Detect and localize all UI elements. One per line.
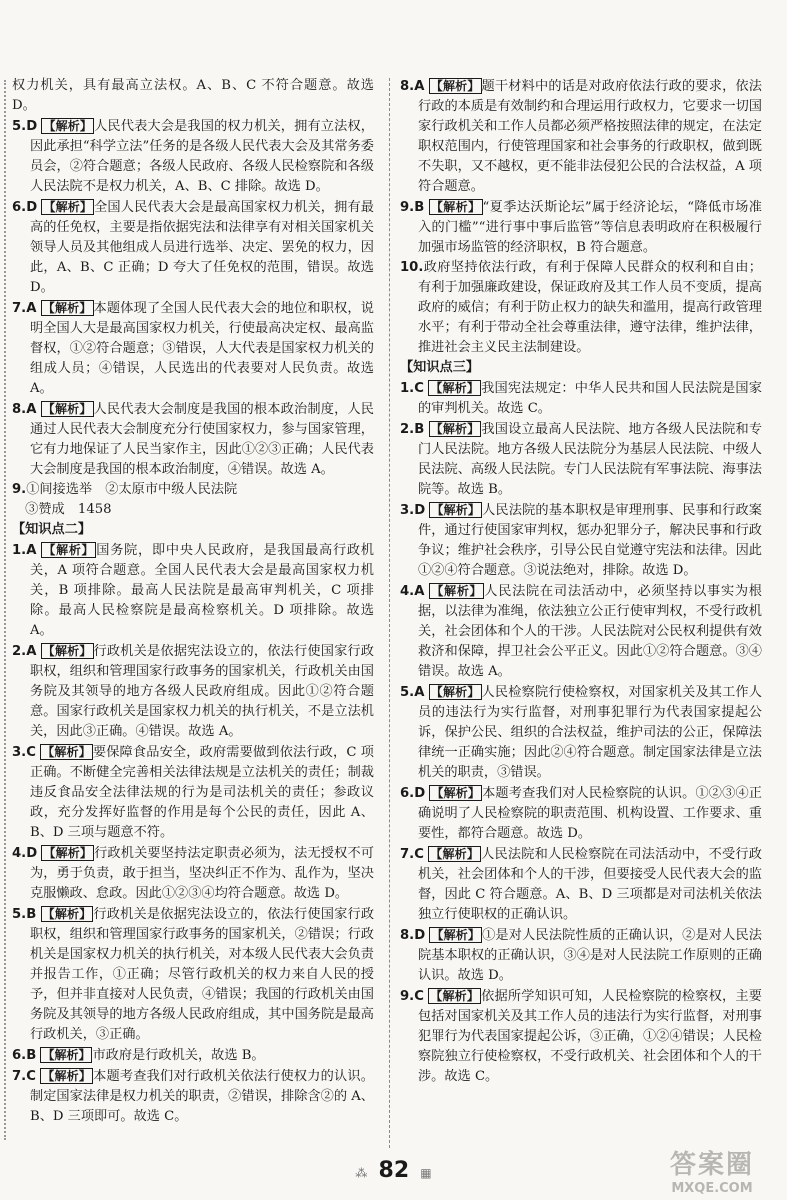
page-number: 82 [378, 1158, 410, 1183]
question-number: 1. [12, 543, 27, 558]
answer-choice: B [414, 200, 425, 215]
analysis-tag: 【解析】 [43, 846, 93, 860]
question-number: 2. [400, 422, 415, 437]
analysis-tag: 【解析】 [430, 79, 480, 93]
answer-choice: A [414, 79, 425, 94]
watermark-url: MXQE.COM [671, 1181, 753, 1196]
answer-choice: B [26, 1048, 37, 1063]
answer-choice: C [414, 381, 424, 396]
answer-item [12, 298, 374, 399]
analysis-tag: 【解析】 [42, 644, 92, 658]
analysis-tag: 【解析】 [431, 503, 481, 517]
question-number: 7. [12, 301, 27, 316]
question-number: 9. [12, 482, 27, 497]
explanation-text: 行政机关是依据宪法设立的，依法行使国家行政职权，组织和管理国家行政事务的国家机关，②错误；行政机关是国家权力机关的执行机关，对本级人民代表大会负责并报告工作，①正确；尽管行政机关的权力来自人民的授予，但并非直接对人民负责，④错误；我国的行政机关由国务院及其领导的地方各级人民政府组成，其中国务院是最高行政机关，③正确。 [30, 907, 375, 1042]
analysis-tag: 【解析】 [430, 381, 480, 395]
analysis-tag: 【解析】 [42, 1069, 92, 1083]
explanation-text: 全国人民代表大会是最高国家权力机关，拥有最高的任免权，主要是指依据宪法和法律享有对相关国家机关领导人员及其他组成人员进行选举、决定、罢免的权力，因此，A、B、C 正确；D 夸大了任免权的范围，错误。故选 D。 [30, 200, 374, 295]
answer-item [400, 76, 762, 197]
question-number: 3. [400, 503, 415, 518]
analysis-tag: 【解析】 [431, 584, 483, 598]
explanation-text: 要保障食品安全，政府需要做到依法行政，C 项正确。不断健全完善相关法律法规是立法机关的责任；制裁违反食品安全法律法规的行为是司法机关的责任；参政议政，充分发挥好监督的作用是每个公民的责任，因此 A、B、D 三项与题意不符。 [30, 745, 374, 840]
question-number: 8. [400, 928, 415, 943]
explanation-text: 人民代表大会制度是我国的根本政治制度，人民通过人民代表大会制度充分行使国家权力，参与国家管理，它有力地保证了人民当家作主，因此①②③正确；人民代表大会制度是我国的根本政治制度，④错误。故选 A。 [30, 402, 374, 477]
answer-item [12, 641, 374, 742]
question-number: 4. [12, 846, 27, 861]
footer-ornament-right: ▦ [420, 1166, 432, 1180]
answer-item [400, 682, 762, 783]
answer-choice: A [26, 402, 37, 417]
analysis-tag: 【解析】 [431, 928, 481, 942]
analysis-tag: 【解析】 [42, 1048, 91, 1062]
question-number: 7. [12, 1069, 27, 1084]
answer-choice: A [26, 644, 37, 659]
explanation-text: 行政机关要坚持法定职责必须为，法无授权不可为，勇于负责，敢于担当，坚决纠正不作为、乱作为，坚决克服懒政、怠政。因此①②③④均符合题意。故选 D。 [30, 846, 374, 901]
explanation-text: ③赞成 1458 [12, 502, 112, 517]
answer-choice: C [414, 847, 424, 862]
question-number: 1. [400, 381, 415, 396]
answer-choice: D [414, 786, 426, 801]
analysis-tag: 【解析】 [430, 685, 480, 699]
answer-choice: B [26, 907, 37, 922]
explanation-text: 题干材料中的话是对政府依法行政的要求，依法行政的本质是有效制约和合理运用行政权力，它要求一切国家行政机关和工作人员都必须严格按照法律的规定，在法定职权范围内，行使管理国家和社会事务的行政职权，做到既不失职，又不越权，更不能非法侵犯公民的合法权益，A 项符合题意。 [418, 79, 762, 194]
analysis-tag: 【解析】 [431, 786, 481, 800]
answer-choice: D [26, 200, 38, 215]
question-number: 3. [12, 745, 27, 760]
answer-choice: A [26, 543, 37, 558]
analysis-tag: 【解析】 [42, 745, 91, 759]
explanation-text: 人民检察院行使检察权，对国家机关及其工作人员的违法行为实行监督，对刑事犯罪行为代表国家提起公诉，保护公民、组织的合法权益，维护司法的公正，保障法律统一正确实施；因此②④符合题意。制定国家法律是立法机关的职责，③错误。 [418, 685, 762, 780]
analysis-tag: 【解析】 [43, 543, 95, 557]
explanation-text: 行政机关是依据宪法设立的，依法行使国家行政职权，组织和管理国家行政事务的国家机关，行政机关由国务院及其领导的地方各级人民政府组成。因此①②符合题意。国家行政机关是国家权力机关的执行机关，不是立法机关，因此③正确。④错误。故选 A。 [30, 644, 374, 739]
analysis-tag: 【解析】 [42, 907, 92, 921]
explanation-text: 市政府是行政机关，故选 B。 [92, 1048, 265, 1063]
explanation-text: ①是对人民法院性质的正确认识，②是对人民法院基本职权的正确认识，③④是对人民法院工作原则的正确认识。故选 D。 [418, 928, 762, 983]
analysis-tag: 【解析】 [430, 422, 480, 436]
explanation-text: 依据所学知识可知，人民检察院的检察权，主要包括对国家机关及其工作人员的违法行为实行监督，对刑事犯罪行为代表国家提起公诉，③正确，①②④错误；人民检察院独立行使检察权，不受行政机关、社会团体和个人的干涉。故选 C。 [418, 989, 762, 1084]
analysis-tag: 【解析】 [43, 200, 93, 214]
right-column [400, 76, 762, 1087]
analysis-tag: 【解析】 [42, 301, 92, 315]
explanation-text: 政府坚持依法行政，有利于保障人民群众的权利和自由；有利于加强廉政建设，保证政府及其工作人员不变质，提高政府的威信；有利于防止权力的缺失和滥用，提高行政管理水平；有利于带动全社会尊重法律，遵守法律，维护法律，推进社会主义民主法制建设。 [418, 260, 762, 355]
answer-item [12, 742, 374, 843]
explanation-text: 权力机关，具有最高立法权。A、B、C 不符合题意。故选 D。 [12, 78, 374, 113]
left-column [12, 76, 374, 1127]
answer-item [400, 581, 762, 682]
question-number: 4. [400, 584, 415, 599]
analysis-tag: 【解析】 [430, 847, 480, 861]
answer-item [12, 1066, 374, 1127]
question-number: 9. [400, 989, 415, 1004]
explanation-text: 人民代表大会是我国的权力机关，拥有立法权，因此承担“科学立法”任务的是各级人民代表大会及其常务委员会，②符合题意；各级人民政府、各级人民检察院和各级人民法院不是权力机关，A、B、C 排除。故选 D。 [30, 119, 374, 194]
question-number: 8. [400, 79, 415, 94]
question-number: 6. [12, 1048, 27, 1063]
answer-item [400, 783, 762, 844]
question-number: 7. [400, 847, 415, 862]
analysis-tag: 【解析】 [43, 119, 93, 133]
explanation-text: 人民法院的基本职权是审理刑事、民事和行政案件，通过行使国家审判权，惩办犯罪分子，解决民事和行政争议；维护社会秩序，引导公民自觉遵守宪法和法律。因此①②④符合题意。③说法绝对，排除。故选 D。 [418, 503, 762, 578]
answer-item [400, 986, 762, 1087]
answer-item [12, 480, 374, 500]
explanation-text: 本题考查我们对行政机关依法行使权力的认识。制定国家法律是权力机关的职责，②错误，排除含②的 A、B、D 三项即可。故选 C。 [30, 1069, 374, 1124]
answer-item [12, 904, 374, 1045]
section-heading: 【知识点三】 [400, 360, 480, 375]
answer-item [12, 399, 374, 480]
answer-item [400, 925, 762, 986]
question-number: 5. [12, 119, 27, 134]
question-number: 5. [400, 685, 415, 700]
explanation-text: 本题考查我们对人民检察院的认识。①②③④正确说明了人民检察院的职责范围、机构设置、工作要求、重要性，都符合题意。故选 D。 [418, 786, 762, 841]
section-heading: 【知识点二】 [12, 522, 92, 537]
binding-edge-dots [4, 80, 6, 1140]
answer-continuation [12, 76, 374, 116]
answer-item [400, 844, 762, 925]
explanation-text: 我国宪法规定：中华人民共和国人民法院是国家的审判机关。故选 C。 [418, 381, 762, 416]
answer-item [400, 197, 762, 258]
answer-item [12, 540, 374, 641]
answer-choice: D [26, 119, 38, 134]
explanation-text: “夏季达沃斯论坛”属于经济论坛，“降低市场准入的门槛”“进行事中事后监管”等信息表明政府在积极履行加强市场监管的经济职权，B 符合题意。 [418, 200, 762, 255]
explanation-text: 我国设立最高人民法院、地方各级人民法院和专门人民法院。地方各级人民法院分为基层人民法院、中级人民法院、高级人民法院。专门人民法院有军事法院、海事法院等。故选 B。 [418, 422, 763, 497]
explanation-text: 本题体现了全国人民代表大会的地位和职权，说明全国人大是最高国家权力机关，行使最高决定权、最高监督权，①②符合题意；③错误，人大代表是国家权力机关的组成人员；④错误，人民选出的代表要对人民负责。故选 A。 [30, 301, 374, 396]
analysis-tag: 【解析】 [430, 200, 481, 214]
answer-item [400, 500, 762, 581]
answer-choice: D [414, 503, 426, 518]
answer-item [400, 378, 762, 419]
answer-item [400, 419, 762, 500]
analysis-tag: 【解析】 [430, 989, 480, 1003]
explanation-text: 国务院，即中央人民政府，是我国最高行政机关，A 项符合题意。全国人民代表大会是最高国家权力机关，B 项排除。最高人民法院是最高审判机关，C 项排除。最高人民检察院是最高检察机关。D 项排除。故选 A。 [30, 543, 374, 638]
answer-choice: C [26, 1069, 36, 1084]
answer-choice: D [414, 928, 426, 943]
answer-choice: C [26, 745, 36, 760]
answer-choice: D [26, 846, 38, 861]
explanation-text: 人民法院在司法活动中，必须坚持以事实为根据，以法律为准绳，依法独立公正行使审判权，不受行政机关，社会团体和个人的干涉。人民法院对公民权利提供有效救济和保障，捍卫社会公平正义。因此①②符合题意。③④错误。故选 A。 [418, 584, 762, 679]
answer-item [12, 197, 374, 298]
question-number: 2. [12, 644, 27, 659]
analysis-tag: 【解析】 [42, 402, 92, 416]
answer-item [12, 843, 374, 904]
question-number: 8. [12, 402, 27, 417]
watermark-logo [647, 1144, 777, 1194]
answer-item [400, 258, 762, 358]
answer-choice: C [414, 989, 424, 1004]
question-number: 6. [12, 200, 27, 215]
answer-item [12, 1045, 374, 1066]
answer-choice: B [414, 422, 425, 437]
watermark-text: 答案圈 [669, 1150, 754, 1180]
answer-item [12, 116, 374, 197]
column-divider [389, 78, 390, 1148]
answer-choice: A [26, 301, 37, 316]
question-number: 5. [12, 907, 27, 922]
footer-ornament-left: ⁂ [355, 1166, 368, 1180]
explanation-text: ①间接选举 ②太原市中级人民法院 [26, 482, 238, 497]
answer-choice: A [414, 685, 425, 700]
explanation-text: 人民法院和人民检察院在司法活动中，不受行政机关，社会团体和个人的干涉，但要接受人民代表大会的监督，因此 C 符合题意。A、B、D 三项都是对司法机关依法独立行使职权的正确认识。 [418, 847, 762, 922]
question-number: 9. [400, 200, 415, 215]
answer-continuation [12, 500, 374, 520]
answer-choice: A [414, 584, 425, 599]
question-number: 10. [400, 260, 424, 275]
question-number: 6. [400, 786, 415, 801]
